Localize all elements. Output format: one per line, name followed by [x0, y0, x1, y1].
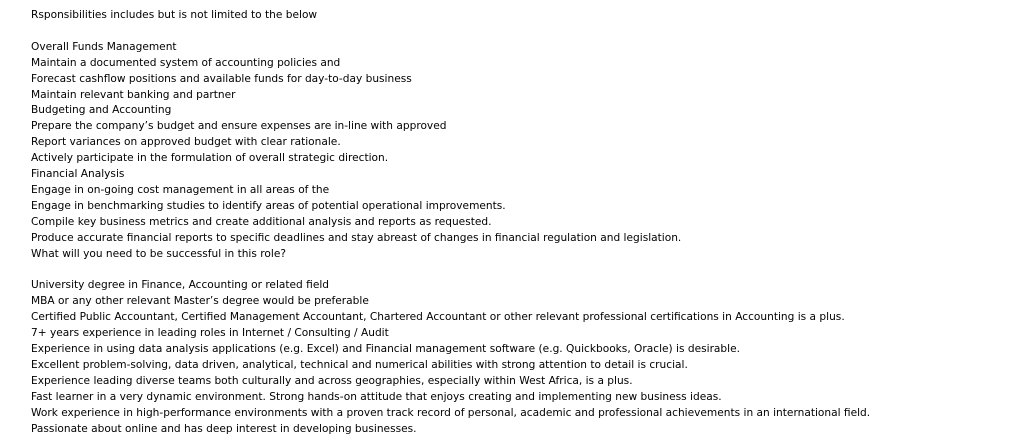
requirement-line: Work experience in high-performance environments with a proven track record of personal, academic and professional achievements in an international field.: [31, 406, 871, 419]
requirements-question: What will you need to be successful in this role?: [31, 247, 286, 260]
text-line: Produce accurate financial reports to specific deadlines and stay abreast of changes in financial regulation and legislation.: [31, 231, 682, 244]
text-line: Report variances on approved budget with clear rationale.: [31, 136, 341, 149]
requirement-line: Experience in using data analysis applications (e.g. Excel) and Financial management software (e.g. Quickbooks, Oracle) is desirable.: [31, 343, 740, 355]
heading-overall-funds-management: Overall Funds Management: [31, 40, 177, 53]
responsibilities-section: [31, 40, 1021, 263]
requirements-section: [31, 278, 1021, 437]
requirement-line: Excellent problem-solving, data driven, analytical, technical and numerical abilities with strong attention to detail is crucial.: [31, 358, 688, 371]
requirement-line: Passionate about online and has deep interest in developing businesses.: [31, 422, 417, 435]
job-description-document: [31, 8, 1021, 437]
text-line: Forecast cashflow positions and available funds for day-to-day business: [31, 72, 412, 85]
text-line: Actively participate in the formulation of overall strategic direction.: [31, 152, 389, 165]
text-line: Engage in on-going cost management in all areas of the: [31, 183, 330, 196]
text-line: Maintain a documented system of accounting policies and: [31, 56, 341, 69]
text-line: Compile key business metrics and create additional analysis and reports as requested.: [31, 215, 492, 228]
text-line: Engage in benchmarking studies to identify areas of potential operational improvements.: [31, 199, 506, 212]
intro-line: Rsponsibilities includes but is not limited to the below: [31, 9, 318, 21]
requirement-line: Experience leading diverse teams both culturally and across geographies, especially within West Africa, is a plus.: [31, 374, 633, 387]
requirement-line: Fast learner in a very dynamic environment. Strong hands-on attitude that enjoys creating and implementing new business ideas.: [31, 390, 722, 403]
text-line: Prepare the company’s budget and ensure expenses are in-line with approved: [31, 120, 447, 133]
requirement-line: University degree in Finance, Accounting or related field: [31, 279, 330, 292]
heading-financial-analysis: Financial Analysis: [31, 168, 125, 181]
text-line: Maintain relevant banking and partner: [31, 88, 236, 101]
heading-budgeting-and-accounting: Budgeting and Accounting: [31, 104, 172, 117]
requirement-line: 7+ years experience in leading roles in Internet / Consulting / Audit: [31, 327, 389, 340]
blank-line: [31, 24, 1021, 40]
requirement-line: Certified Public Accountant, Certified Management Accountant, Chartered Accountant or other relevant professional certifications in Accounting is a plus.: [31, 311, 845, 324]
blank-line: [31, 262, 1021, 278]
requirement-line: MBA or any other relevant Master’s degree would be preferable: [31, 295, 369, 308]
